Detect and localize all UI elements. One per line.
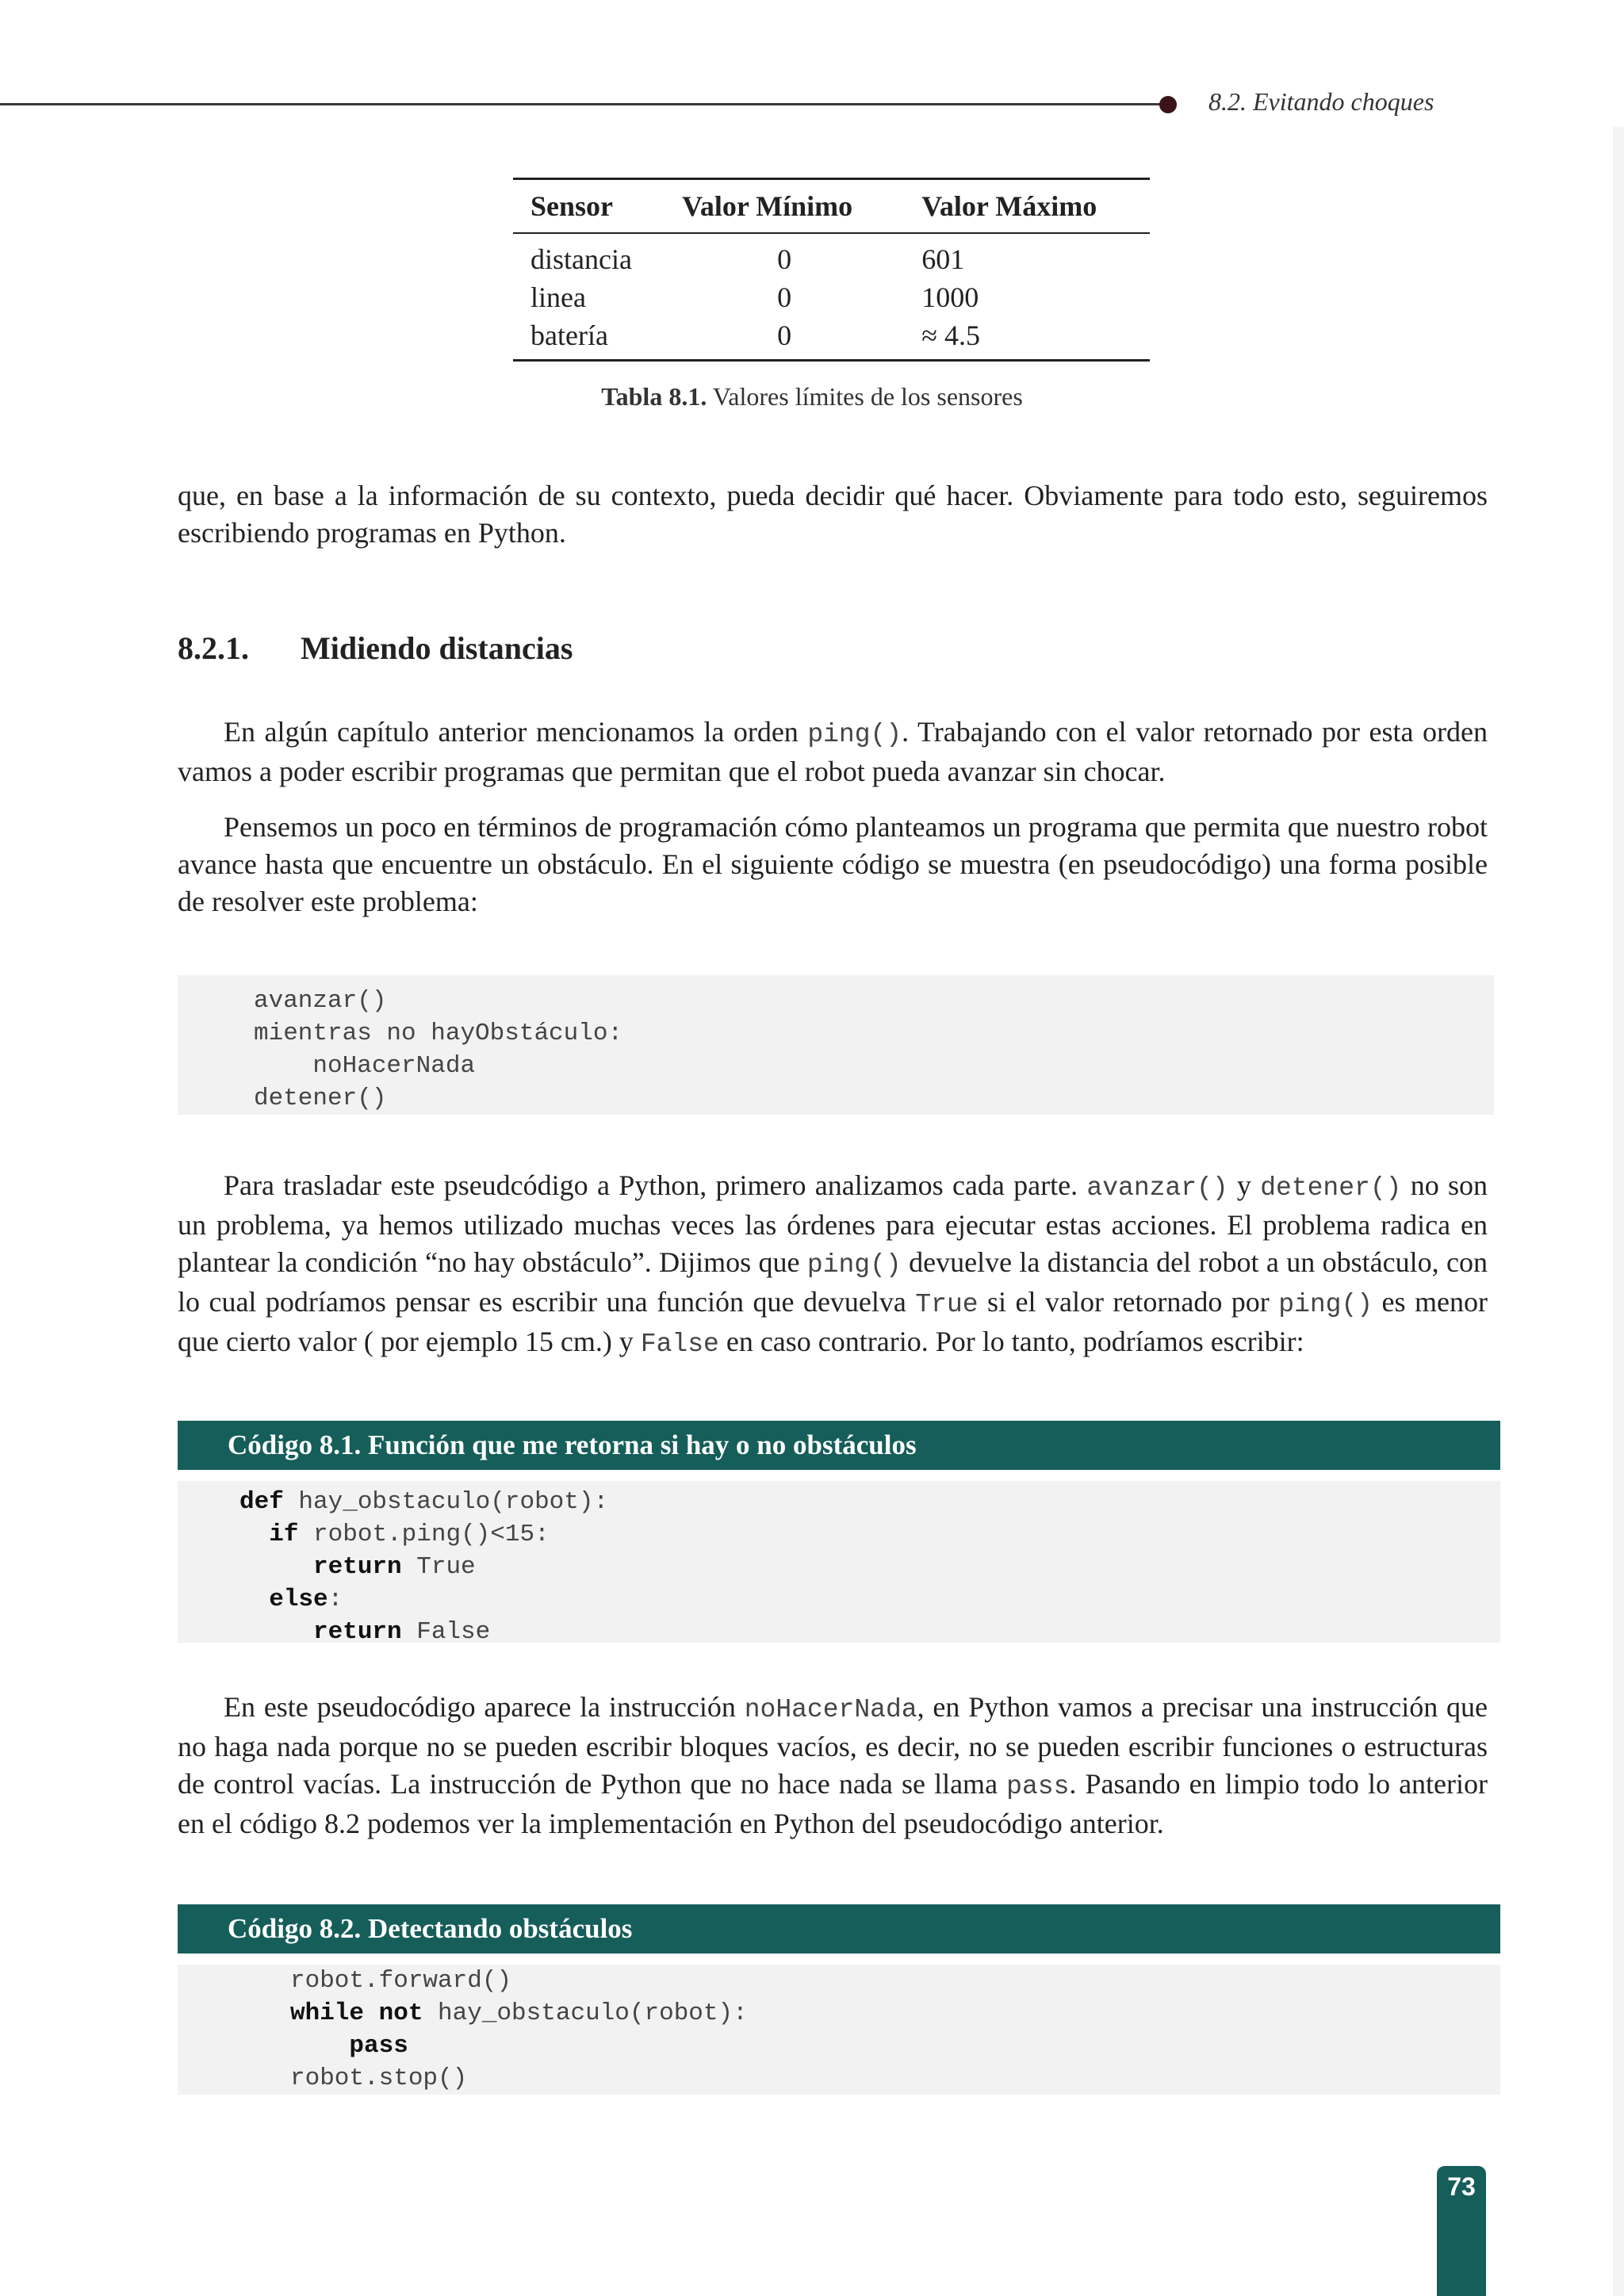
table-cell: 0 bbox=[665, 316, 904, 361]
table-cell: 601 bbox=[921, 243, 965, 275]
table-caption-label: Tabla 8.1. bbox=[601, 382, 707, 411]
sensor-limits-table-wrapper bbox=[513, 178, 1150, 362]
code-listing-title: Código 8.1. Función que me retorna si hay o no obstáculos bbox=[178, 1421, 1500, 1470]
code-listing-title: Código 8.2. Detectando obstáculos bbox=[178, 1904, 1500, 1954]
page-number-tab bbox=[1437, 2166, 1486, 2296]
text-run: si el valor retornado por bbox=[978, 1286, 1279, 1318]
code-line: else: bbox=[269, 1586, 343, 1613]
text-run: En este pseudocódigo aparece la instrucción bbox=[224, 1691, 745, 1723]
section-number: 8.2.1. bbox=[178, 630, 249, 666]
table-cell: linea bbox=[530, 281, 586, 313]
table-cell: 1000 bbox=[921, 281, 979, 313]
table-caption-text: Valores límites de los sensores bbox=[707, 382, 1023, 411]
text-run: . Pasando en limpio todo lo anterior en el código 8.2 podemos ver la implementación en Python del pseudocódigo anterior. bbox=[178, 1768, 1488, 1839]
code-line: robot.forward() bbox=[290, 1967, 512, 1995]
inline-code: ping() bbox=[806, 1250, 902, 1280]
margin-shade bbox=[1613, 127, 1624, 2296]
header-bullet bbox=[1159, 96, 1177, 113]
table-row bbox=[513, 278, 1150, 316]
table-cell: batería bbox=[513, 316, 665, 361]
text-run: En algún capítulo anterior mencionamos la orden bbox=[224, 716, 808, 748]
text-run: Para trasladar este pseudcódigo a Python, primero analizamos cada parte. bbox=[224, 1169, 1087, 1201]
code-line: avanzar() bbox=[254, 987, 387, 1015]
code-line: noHacerNada bbox=[254, 1052, 476, 1080]
inline-code: ping() bbox=[807, 720, 902, 749]
text-run: . Trabajando con el valor retornado por esta orden vamos a poder escribir programas que permitan que el robot pueda avanzar sin chocar. bbox=[178, 716, 1488, 787]
text-run: y bbox=[1228, 1169, 1261, 1201]
paragraph bbox=[178, 714, 1488, 790]
table-cell: 0 bbox=[777, 243, 792, 275]
inline-code: True bbox=[915, 1290, 979, 1319]
code-line: pass bbox=[349, 2032, 408, 2060]
code-line: return True bbox=[313, 1553, 476, 1581]
running-header: 8.2. Evitando choques bbox=[1208, 87, 1434, 116]
table-cell: ≈ 4.5 bbox=[904, 316, 1150, 361]
page-number: 73 bbox=[1447, 2172, 1476, 2201]
paragraph: Pensemos un poco en términos de programación cómo planteamos un programa que permita que nuestro robot avance hasta que encuentre un obstáculo. En el siguiente código se muestra (en pseudocódigo) una forma posible de resolver este problema: bbox=[178, 811, 1488, 917]
text-run: , en Python vamos a precisar una instrucción que no haga nada porque no se pueden escribir bloques vacíos, es decir, no se pueden escribir funciones o estructuras de control vacías. La instrucción de Python que no hace nada se llama bbox=[178, 1691, 1488, 1800]
table-header-row bbox=[513, 179, 1150, 234]
inline-code: pass bbox=[1006, 1772, 1070, 1801]
table-caption bbox=[0, 382, 1624, 411]
code-line: return False bbox=[313, 1618, 491, 1646]
code-line: if robot.ping()<15: bbox=[269, 1521, 550, 1548]
code-line: robot.stop() bbox=[290, 2064, 468, 2092]
code-line: def hay_obstaculo(robot): bbox=[239, 1488, 609, 1516]
sensor-limits-table bbox=[513, 178, 1150, 362]
paragraph bbox=[178, 1689, 1488, 1843]
table-row bbox=[513, 233, 1150, 278]
table-row bbox=[513, 316, 1150, 361]
code-line: detener() bbox=[254, 1085, 387, 1112]
table-header-cell: Valor Máximo bbox=[904, 179, 1150, 234]
paragraph bbox=[178, 1167, 1488, 1363]
table-cell: 0 bbox=[777, 281, 792, 313]
code-listing-8-2 bbox=[178, 1965, 1500, 2095]
table-header-cell: Sensor bbox=[513, 179, 665, 234]
text-run: no son un problema, ya hemos utilizado muchas veces las órdenes para ejecutar estas acciones. El problema radica en plantear la condición “no hay obstáculo”. Dijimos que bbox=[178, 1169, 1488, 1278]
table-header-cell: Valor Mínimo bbox=[665, 179, 904, 234]
inline-code: avanzar() bbox=[1086, 1173, 1228, 1203]
header-rule bbox=[0, 103, 1166, 105]
table-cell: distancia bbox=[530, 243, 632, 275]
code-line: mientras no hayObstáculo: bbox=[254, 1020, 623, 1047]
text-run: en caso contrario. Por lo tanto, podríamos escribir: bbox=[718, 1326, 1304, 1357]
inline-code: False bbox=[640, 1330, 719, 1359]
code-listing-8-1 bbox=[178, 1481, 1500, 1646]
section-heading bbox=[178, 629, 573, 667]
intro-paragraph: que, en base a la información de su contexto, pueda decidir qué hacer. Obviamente para todo esto, seguiremos escribiendo programas en Python. bbox=[178, 480, 1488, 549]
code-line: while not hay_obstaculo(robot): bbox=[290, 1999, 748, 2027]
text-run: es menor que cierto valor ( por ejemplo 15 cm.) y bbox=[178, 1286, 1488, 1357]
text-run: devuelve la distancia del robot a un obstáculo, con lo cual podríamos pensar es escribir una función que devuelva bbox=[178, 1246, 1488, 1318]
inline-code: detener() bbox=[1260, 1173, 1402, 1203]
pseudocode-block bbox=[178, 975, 1494, 1115]
inline-code: ping() bbox=[1278, 1290, 1373, 1319]
section-title: Midiendo distancias bbox=[301, 630, 573, 666]
inline-code: noHacerNada bbox=[744, 1695, 917, 1724]
